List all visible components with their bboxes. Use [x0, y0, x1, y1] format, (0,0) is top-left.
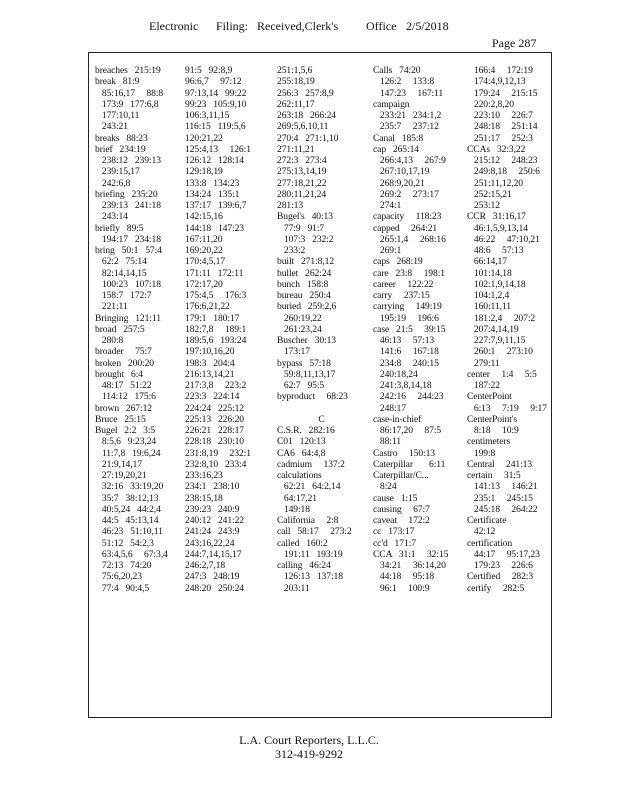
index-entry: 46:22 47:10,21 — [467, 233, 540, 245]
index-entry: 134:24 135:1 — [185, 188, 240, 200]
index-entry: 126:13 137:18 — [277, 571, 343, 583]
index-entry: buried 259:2,6 — [277, 301, 337, 313]
index-entry: Certificate — [467, 515, 507, 526]
index-entry: 46:23 51:10,11 — [95, 526, 163, 538]
index-entry: 268:9,20,21 — [373, 177, 425, 189]
index-entry: 96:6,7 97:12 — [185, 76, 242, 88]
index-entry: 262:11,17 — [277, 98, 315, 110]
index-entry: 72:13 74:20 — [95, 560, 152, 571]
index-entry: 104:1,2,4 — [467, 290, 510, 301]
index-entry: 176:6,21,22 — [185, 301, 230, 313]
stamp-date: 2/5/2018 — [406, 19, 449, 33]
index-entry: 198:3 204:4 — [185, 357, 235, 369]
index-entry: 77:4 90:4,5 — [95, 582, 150, 594]
index-entry: 234:8 240:15 — [373, 357, 439, 369]
index-entry: 243:21 — [95, 121, 128, 133]
index-entry: break 81:9 — [95, 76, 140, 88]
page-number: Page 287 — [492, 36, 537, 50]
index-entry: 167:11,20 — [185, 233, 223, 245]
index-entry: briefing 235:20 — [95, 188, 158, 200]
index-entry: 91:5 92:8,9 — [185, 65, 233, 76]
index-entry: bullet 262:24 — [277, 267, 332, 279]
index-entry: 6:13 7:19 9:17 — [467, 402, 547, 414]
index-entry: CCA 31:1 32:15 — [373, 548, 449, 560]
index-entry: 21:9,14,17 — [95, 458, 142, 470]
index-entry: capacity 118:23 — [373, 211, 442, 223]
stamp-office: Office — [366, 19, 397, 33]
index-entry: 243:16,22,24 — [185, 537, 235, 549]
index-entry: 42:12 — [467, 526, 496, 538]
index-entry: centimeters — [467, 436, 511, 448]
index-entry: 272:3 273:4 — [277, 155, 327, 166]
index-entry: 270:4 271:1,10 — [277, 132, 339, 144]
index-entry: brief 234:19 — [95, 143, 146, 155]
index-entry: 223:10 226:7 — [467, 110, 533, 121]
index-entry: brought 6:4 — [95, 368, 143, 380]
index-entry: 48:6 57:13 — [467, 245, 524, 256]
index-entry: 226:21 228:17 — [185, 425, 244, 436]
index-entry: 235:1 245:15 — [467, 492, 533, 504]
index-entry: 191:11 193:19 — [277, 548, 343, 560]
index-entry: campaign — [373, 98, 410, 110]
index-entry: 64:17,21 — [277, 492, 317, 504]
index-entry: 46:13 57:13 — [373, 335, 435, 346]
index-entry: cc 173:17 — [373, 526, 415, 538]
index-entry: 173:9 177:6,8 — [95, 98, 159, 110]
index-entry: 217:3,8 223:2 — [185, 380, 247, 391]
index-entry: 238:12 239:13 — [95, 155, 161, 166]
index-entry: 215:12 248:23 — [467, 155, 538, 166]
index-entry: C.S.R. 282:16 — [277, 425, 335, 436]
index-entry: 147:23 167:11 — [373, 87, 444, 99]
stamp-filing: Filing: — [216, 19, 249, 33]
footer-phone: 312-419-9292 — [275, 747, 343, 761]
index-entry: 197:10,16,20 — [185, 346, 235, 358]
index-entry: 239:23 240:9 — [185, 503, 240, 515]
index-entry: 175:4,5 176:3 — [185, 290, 247, 301]
index-entry: 248:20 250:24 — [185, 582, 244, 594]
index-entry: 8:24 — [373, 481, 397, 493]
index-entry: 224:24 225:12 — [185, 402, 244, 414]
index-entry: 46:1,5,9,13,14 — [467, 222, 528, 234]
index-entry: 275:13,14,19 — [277, 166, 327, 178]
index-entry: 238:15,18 — [185, 492, 223, 504]
index-entry: 255:18,19 — [277, 76, 315, 88]
index-entry: Certified 282:3 — [467, 571, 534, 583]
index-entry: 280:8 — [95, 335, 124, 346]
index-entry: 179:1 180:17 — [185, 312, 240, 324]
index-entry: 271:11,21 — [277, 143, 315, 155]
index-entry: CA6 64:4,8 — [277, 447, 326, 459]
index-entry: 8:5,6 9:23,24 — [95, 436, 157, 448]
index-entry: 177:10,11 — [95, 110, 140, 121]
index-entry: bureau 250:4 — [277, 290, 331, 301]
index-entry: caps 268:19 — [373, 256, 423, 268]
index-entry: 242:16 244:23 — [373, 391, 444, 403]
index-entry: built 271:8,12 — [277, 256, 335, 268]
index-entry: Bruce 25:15 — [95, 413, 146, 425]
index-entry: 242:6,8 — [95, 177, 131, 189]
index-entry: 281:13 — [277, 200, 304, 211]
index-entry: 170:4,5,17 — [185, 256, 226, 268]
index-entry: 260:19,22 — [277, 312, 322, 324]
index-entry: Buscher 30:13 — [277, 335, 336, 346]
index-entry: 225:13 226:20 — [185, 413, 244, 425]
index-entry: 246:2,7,18 — [185, 560, 226, 571]
index-entry: carrying 149:19 — [373, 301, 442, 313]
index-entry: Canal 185:8 — [373, 132, 424, 144]
index-entry: Bringing 121:11 — [95, 312, 161, 324]
index-entry: Castro 150:13 — [373, 447, 435, 459]
index-entry: 35:7 38:12,13 — [95, 492, 159, 504]
index-entry: 137:17 139:6,7 — [185, 200, 247, 211]
index-entry: 114:12 175:6 — [95, 391, 156, 403]
index-entry: 256:3 257:8,9 — [277, 87, 334, 99]
index-entry: center 1:4 5:5 — [467, 368, 537, 380]
index-entry: Central 241:13 — [467, 458, 533, 470]
index-entry: 263:18 266:24 — [277, 110, 336, 121]
footer-company: L.A. Court Reporters, L.L.C. — [239, 733, 379, 747]
index-entry: 241:3,8,14,18 — [373, 380, 432, 391]
index-entry: 32:16 33:19,20 — [95, 481, 164, 493]
index-entry: 158:7 172:7 — [95, 290, 152, 301]
index-entry: 243:14 — [95, 211, 128, 223]
index-entry: called 160:2 — [277, 537, 328, 549]
index-entry: 66:14,17 — [467, 256, 507, 268]
index-entry: 125:4,13 126:1 — [185, 143, 251, 155]
index-entry: 269:1 — [373, 245, 402, 256]
index-entry: 233:21 234:1,2 — [373, 110, 442, 121]
index-entry: 62:7 95:5 — [277, 380, 325, 391]
index-entry: 277:18,21,22 — [277, 177, 327, 189]
index-entry: California 2:8 — [277, 515, 339, 526]
index-entry: 27:19,20,21 — [95, 470, 147, 481]
index-entry: 251:1,5,6 — [277, 65, 313, 76]
index-entry: 207:4,14,19 — [467, 323, 519, 335]
index-entry: 247:3 248:19 — [185, 571, 240, 583]
index-entry: CenterPoint — [467, 391, 512, 403]
index-entry: 160:11,11 — [467, 301, 511, 313]
index-entry: broad 257:5 — [95, 323, 145, 335]
index-entry: 166:4 172:19 — [467, 65, 533, 76]
index-entry: bypass 57:18 — [277, 357, 331, 369]
index-entry: 195:19 196:6 — [373, 312, 439, 324]
index-entry: cap 265:14 — [373, 143, 419, 155]
index-entry: case-in-chief — [373, 413, 422, 425]
index-entry: 44:5 45:13,14 — [95, 515, 159, 526]
index-entry: 216:13,14,21 — [185, 368, 235, 380]
index-entry: 240:12 241:22 — [185, 515, 244, 526]
index-entry: 231:8,19 232:1 — [185, 447, 251, 459]
index-entry: brown 267:12 — [95, 402, 152, 414]
index-entry: byproduct 68:23 — [277, 391, 348, 403]
index-entry: 126:2 133:8 — [373, 76, 435, 88]
stamp-received: Received,Clerk's — [257, 19, 339, 33]
index-entry: call 58:17 273:2 — [277, 526, 352, 538]
index-entry: 235:7 237:12 — [373, 121, 439, 133]
index-entry: 77:9 91:7 — [277, 222, 325, 234]
index-entry: 269:5,6,10,11 — [277, 121, 329, 133]
index-entry: 179:24 215:15 — [467, 87, 538, 99]
index-column-2 — [185, 65, 251, 594]
index-entry: 179:23 226:6 — [467, 560, 533, 571]
index-entry: broken 200:20 — [95, 357, 154, 369]
index-entry: certify 282:5 — [467, 582, 525, 594]
index-entry: caveat 172:2 — [373, 515, 430, 526]
index-entry: 97:13,14 99:22 — [185, 87, 247, 99]
index-entry: Caterpillar/C... — [373, 470, 429, 481]
index-entry: calculations — [277, 470, 322, 481]
index-entry: 171:11 172:11 — [185, 267, 244, 279]
index-entry: C01 120:13 — [277, 436, 326, 448]
index-entry: 63:4,5,6 67:3,4 — [95, 548, 168, 560]
index-entry: 251:11,12,20 — [467, 177, 523, 189]
index-entry: 194:17 234:18 — [95, 233, 161, 245]
index-entry: 182:7,8 189:1 — [185, 323, 247, 335]
index-entry: broader 75:7 — [95, 346, 152, 358]
index-entry: case 21:5 39:15 — [373, 323, 446, 335]
index-entry: cause 1:15 — [373, 492, 418, 504]
index-entry: 239:15,17 — [95, 166, 140, 178]
index-entry: 82:14,14,15 — [95, 267, 147, 279]
index-entry — [277, 403, 352, 414]
index-entry: 141:13 146:21 — [467, 481, 538, 493]
index-entry: 169:20,22 — [185, 245, 223, 256]
index-entry: 40:5,24 44:2,4 — [95, 503, 161, 515]
index-entry: 244:7,14,15,17 — [185, 548, 242, 560]
index-entry: Bugel's 40:13 — [277, 211, 333, 223]
index-entry: briefly 89:5 — [95, 222, 144, 234]
index-entry: 280:11,21,24 — [277, 188, 327, 200]
index-entry: 240:18,24 — [373, 368, 418, 380]
index-entry: breaches 215:19 — [95, 65, 161, 76]
index-entry: 129:18,19 — [185, 166, 223, 178]
index-entry: C — [277, 413, 325, 425]
index-entry: 59:8,11,13,17 — [277, 368, 336, 380]
index-entry: 173:17 — [277, 346, 310, 358]
index-entry: care 23:8 198:1 — [373, 267, 445, 279]
index-entry: certification — [467, 537, 513, 549]
index-entry: causing 67:7 — [373, 503, 430, 515]
word-index-frame — [88, 52, 552, 718]
index-entry: CenterPoint's — [467, 413, 517, 425]
index-entry: 252:15,21 — [467, 188, 512, 200]
index-entry: 75:6,20,23 — [95, 571, 142, 583]
index-entry: CCAs 32:3,22 — [467, 143, 526, 155]
index-entry: 269:2 273:17 — [373, 188, 439, 200]
index-entry: bunch 158:8 — [277, 278, 329, 290]
index-entry: Calls 74:20 — [373, 65, 421, 76]
index-entry: 149:18 — [277, 503, 310, 515]
index-entry: 126:12 128:14 — [185, 155, 244, 166]
index-entry: 245:18 264:22 — [467, 503, 538, 515]
index-entry: 221:11 — [95, 301, 128, 313]
index-entry: CCR 31:16,17 — [467, 211, 526, 223]
index-entry: 233:2 — [277, 245, 306, 256]
index-entry: 102:1,9,14,18 — [467, 278, 526, 290]
index-entry: 44:18 95:18 — [373, 571, 435, 583]
index-entry: 62:2 75:14 — [95, 256, 147, 268]
index-entry: cadmium 137:2 — [277, 458, 345, 470]
index-entry: 11:7,8 19:6,24 — [95, 447, 161, 459]
index-entry: 260:1 273:10 — [467, 346, 533, 358]
index-entry: 189:5,6 193:24 — [185, 335, 247, 346]
index-entry: 241:24 243:9 — [185, 526, 240, 538]
index-entry: 233:16,23 — [185, 470, 223, 481]
index-entry: 248:17 — [373, 402, 406, 414]
index-entry: 234:1 238:10 — [185, 481, 240, 493]
index-entry: 106:3,11,15 — [185, 110, 230, 121]
index-entry: capped 264:21 — [373, 222, 438, 234]
index-entry: 86:17,20 87:5 — [373, 425, 442, 436]
index-entry: 100:23 107:18 — [95, 278, 161, 290]
index-entry: 199:8 — [467, 447, 496, 459]
index-entry: 51:12 54:2,3 — [95, 537, 154, 549]
index-entry: 116:15 119:5,6 — [185, 121, 246, 133]
index-entry: 144:18 147:23 — [185, 222, 244, 234]
index-entry: 265:1,4 268:16 — [373, 233, 446, 245]
index-entry: 96:1 100:9 — [373, 582, 430, 594]
index-column-3 — [277, 65, 352, 594]
index-entry: calling 46:24 — [277, 560, 331, 571]
index-column-5 — [467, 65, 547, 594]
index-entry: 48:17 51:22 — [95, 380, 152, 391]
index-entry: 266:4,13 267:9 — [373, 155, 446, 166]
index-entry: 253:12 — [467, 200, 500, 211]
index-entry: 232:8,10 233:4 — [185, 458, 247, 470]
index-entry: 220:2,8,20 — [467, 98, 514, 110]
index-entry: 34:21 36:14,20 — [373, 560, 446, 571]
index-entry: breaks 88:23 — [95, 132, 148, 144]
stamp-electronic: Electronic — [149, 19, 199, 33]
index-entry: 85:16,17 88:8 — [95, 87, 164, 99]
index-entry: 172:17,20 — [185, 278, 223, 290]
index-entry: 62:21 64:2,14 — [277, 481, 341, 493]
index-entry: 274:1 — [373, 200, 402, 211]
index-entry: 141:6 167:18 — [373, 346, 439, 358]
index-entry: 142:15,16 — [185, 211, 223, 223]
index-column-4 — [373, 65, 448, 594]
index-entry: 101:14,18 — [467, 267, 512, 279]
index-column-1 — [95, 65, 168, 594]
index-entry: 248:18 251:14 — [467, 121, 538, 133]
index-entry: 227:7,9,11,15 — [467, 335, 526, 346]
index-entry: 203:11 — [277, 582, 310, 594]
index-entry: cc'd 171:7 — [373, 537, 416, 549]
index-entry: 187:22 — [467, 380, 500, 391]
index-entry: 120:21,22 — [185, 132, 223, 144]
index-entry: 251:17 252:3 — [467, 132, 533, 144]
index-entry: 44:17 95:17,23 — [467, 548, 540, 560]
index-entry: 279:11 — [467, 357, 500, 369]
index-entry: 107:3 232:2 — [277, 233, 334, 245]
index-entry: 8:18 10:9 — [467, 425, 519, 436]
index-entry: 267:10,17,19 — [373, 166, 430, 178]
index-entry: certain 31:5 — [467, 470, 521, 481]
index-entry: Caterpillar 6:11 — [373, 458, 446, 470]
index-entry: 133:8 134:23 — [185, 177, 240, 189]
index-entry: carry 237:15 — [373, 290, 430, 301]
index-entry: 261:23,24 — [277, 323, 322, 335]
index-entry: 99:23 105:9,10 — [185, 98, 247, 110]
index-entry: career 122:22 — [373, 278, 434, 290]
index-entry: 228:18 230:10 — [185, 436, 244, 448]
index-entry: 239:13 241:18 — [95, 200, 161, 211]
index-entry: 223:3 224:14 — [185, 391, 240, 403]
index-entry: 174:4,9,12,13 — [467, 76, 526, 88]
index-entry: 181:2,4 207:2 — [467, 312, 536, 324]
index-entry: 249:8,18 250:6 — [467, 166, 540, 178]
index-entry: 88:11 — [373, 436, 401, 448]
index-entry: bring 50:1 57:4 — [95, 245, 162, 256]
index-entry: Bugel 2:2 3:5 — [95, 425, 156, 436]
